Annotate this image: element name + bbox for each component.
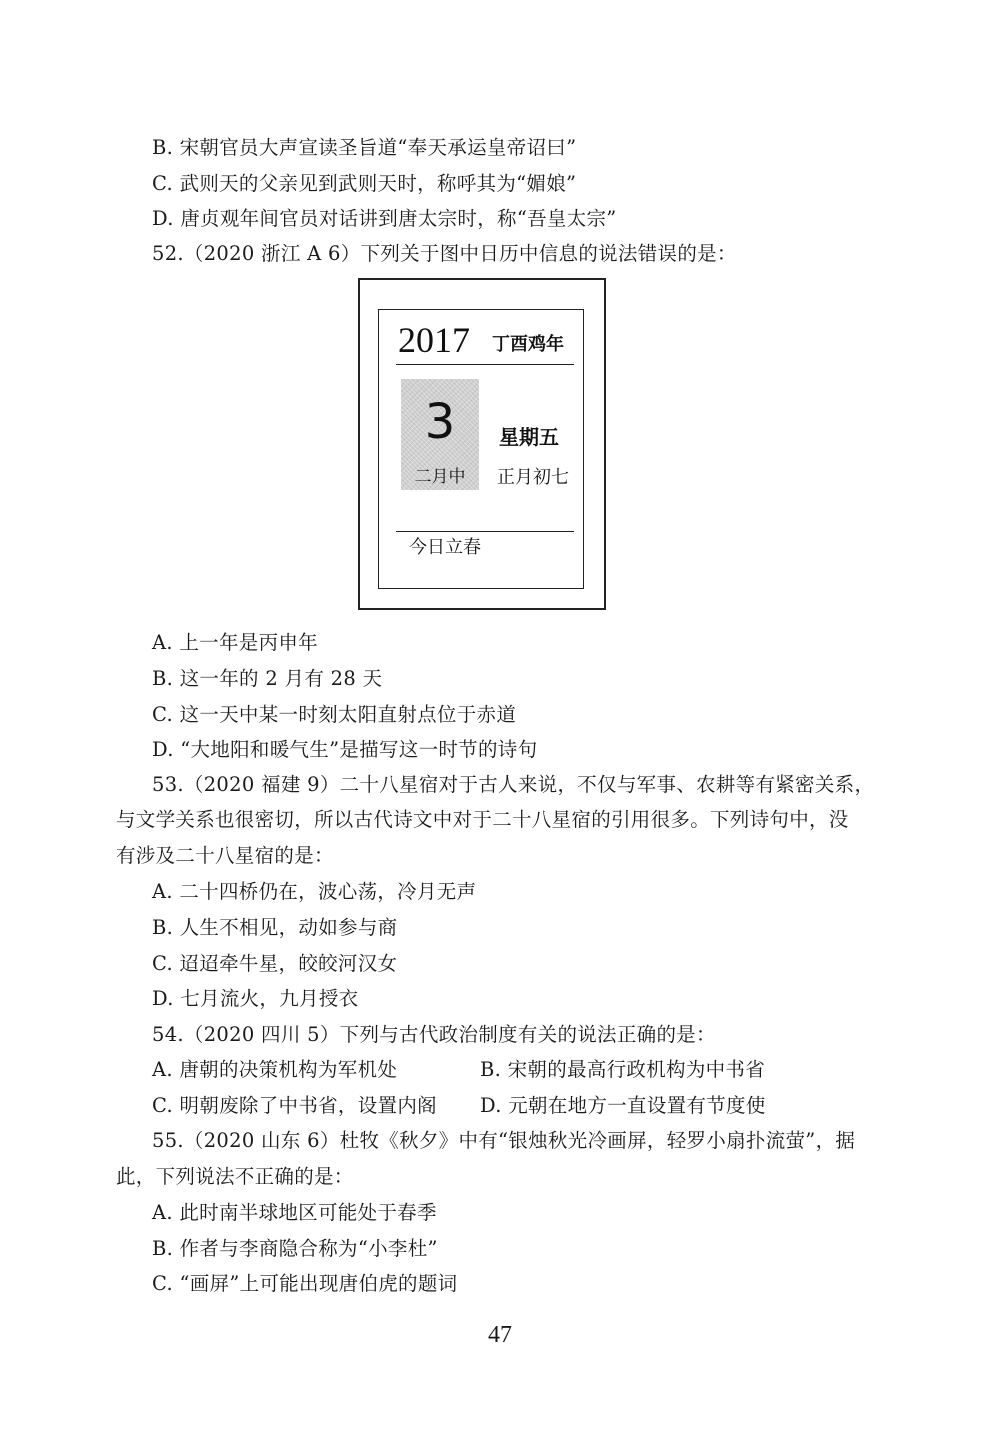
- q52-option-c: C. 这一天中某一时刻太阳直射点位于赤道: [152, 703, 517, 726]
- q53-option-d: D. 七月流火，九月授衣: [152, 987, 359, 1010]
- calendar-solar-term-period: 二月中: [414, 467, 466, 487]
- calendar-note: 今日立春: [409, 537, 481, 558]
- q51-option-b: B. 宋朝官员大声宣读圣旨道“奉天承运皇帝诏曰”: [152, 136, 577, 159]
- q55-option-c: C. “画屏”上可能出现唐伯虎的题词: [152, 1272, 458, 1295]
- q53-stem-line-1: 53.（2020 福建 9）二十八星宿对于古人来说，不仅与军事、农耕等有紧密关系，: [152, 773, 875, 796]
- q53-option-a: A. 二十四桥仍在，波心荡，冷月无声: [152, 880, 477, 903]
- calendar-ganzhi-year: 丁酉鸡年: [492, 334, 564, 355]
- calendar-year: 2017: [398, 320, 470, 360]
- page-number: 47: [488, 1322, 512, 1348]
- q51-option-d: D. 唐贞观年间官员对话讲到唐太宗时，称“吾皇太宗”: [152, 207, 617, 230]
- calendar-weekday: 星期五: [499, 425, 559, 449]
- q53-stem-line-2: 与文学关系也很密切，所以古代诗文中对于二十八星宿的引用很多。下列诗句中，没: [116, 808, 849, 831]
- calendar-bottom-divider: [396, 531, 574, 532]
- q55-stem-line-1: 55.（2020 山东 6）杜牧《秋夕》中有“银烛秋光冷画屏，轻罗小扇扑流萤”，据: [152, 1129, 856, 1152]
- q55-stem-line-2: 此，下列说法不正确的是：: [116, 1165, 354, 1188]
- q54-option-d: D. 元朝在地方一直设置有节度使: [480, 1094, 766, 1117]
- q52-option-b: B. 这一年的 2 月有 28 天: [152, 667, 383, 690]
- q55-option-a: A. 此时南半球地区可能处于春季: [152, 1201, 437, 1224]
- q55-option-b: B. 作者与李商隐合称为“小李杜”: [152, 1237, 438, 1260]
- q51-option-c: C. 武则天的父亲见到武则天时，称呼其为“媚娘”: [152, 172, 577, 195]
- q52-option-d: D. “大地阳和暖气生”是描写这一时节的诗句: [152, 738, 538, 761]
- q54-option-a: A. 唐朝的决策机构为军机处: [152, 1058, 398, 1081]
- q53-stem-line-3: 有涉及二十八星宿的是：: [116, 844, 334, 867]
- q54-option-c: C. 明朝废除了中书省，设置内阁: [152, 1094, 437, 1117]
- calendar-top-divider: [396, 364, 574, 365]
- q54-option-b: B. 宋朝的最高行政机构为中书省: [480, 1058, 766, 1081]
- calendar-lunar-date: 正月初七: [497, 467, 569, 488]
- q52-option-a: A. 上一年是丙申年: [152, 631, 318, 654]
- calendar-day-number: 3: [424, 394, 456, 450]
- q53-option-c: C. 迢迢牵牛星，皎皎河汉女: [152, 952, 398, 975]
- q54-stem: 54.（2020 四川 5）下列与古代政治制度有关的说法正确的是：: [152, 1023, 716, 1046]
- q53-option-b: B. 人生不相见，动如参与商: [152, 916, 398, 939]
- q52-stem: 52.（2020 浙江 A 6）下列关于图中日历中信息的说法错误的是：: [152, 242, 737, 265]
